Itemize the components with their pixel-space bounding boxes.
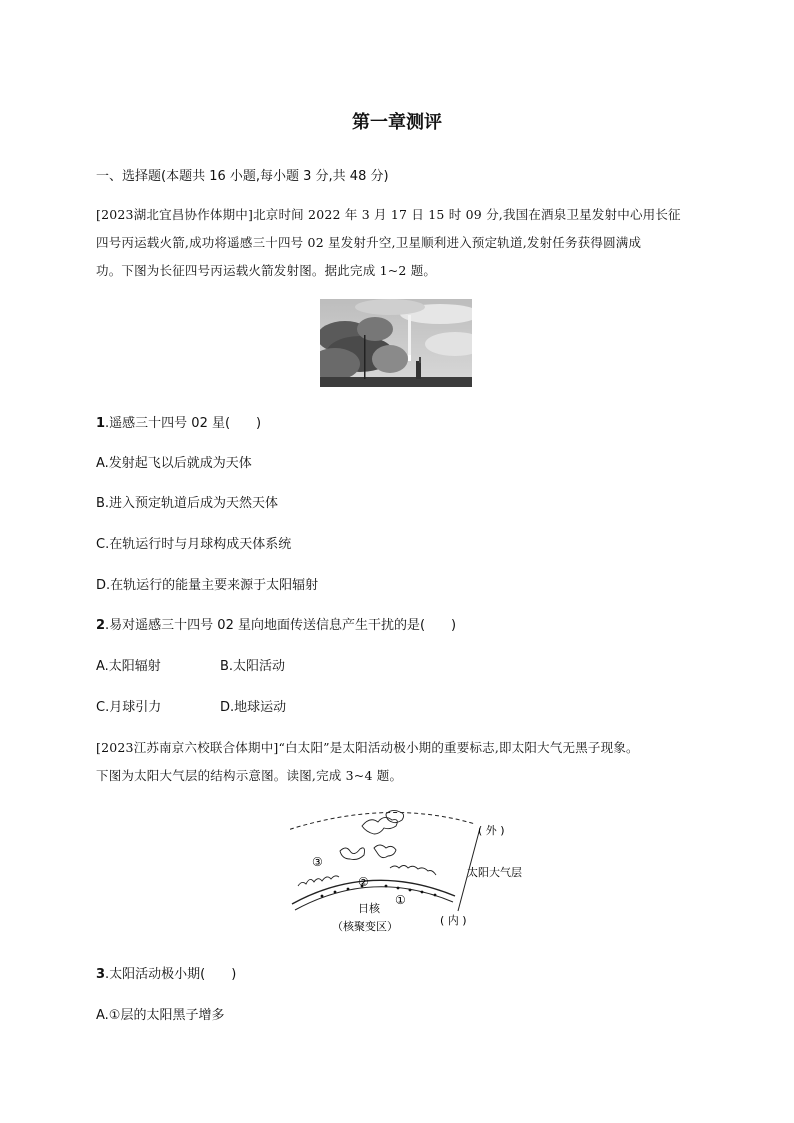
label-atmosphere: 太阳大气层 [467, 866, 522, 879]
intro1-line1: [2023湖北宜昌协作体期中]北京时间 2022 年 3 月 17 日 15 时 09 分,我国在酒泉卫星发射中心用长征 [96, 207, 681, 222]
marker-1: ① [395, 893, 406, 907]
q1-option-d[interactable]: D.在轨运行的能量主要来源于太阳辐射 [96, 578, 319, 593]
inner-arc-1 [292, 880, 455, 904]
question-3-number: 3 [96, 967, 106, 982]
section-heading: 一、选择题(本题共 16 小题,每小题 3 分,共 48 分) [96, 169, 389, 184]
label-outer: ( 外 ) [478, 824, 505, 837]
corona-prominences [340, 810, 404, 859]
solar-diagram-svg [290, 806, 540, 941]
marker-3: ③ [312, 855, 323, 869]
question-3-text: .太阳活动极小期( ) [105, 967, 237, 982]
q3-option-a[interactable]: A.①层的太阳黑子增多 [96, 1008, 225, 1023]
question-2-text: .易对遥感三十四号 02 星向地面传送信息产生干扰的是( ) [105, 618, 457, 633]
question-3-stem [96, 963, 236, 982]
question-1-stem [96, 412, 261, 431]
intro2-line2: 下图为太阳大气层的结构示意图。读图,完成 3~4 题。 [96, 768, 403, 783]
label-core-sub: （核聚变区） [332, 920, 398, 933]
q2-option-c[interactable]: C.月球引力 [96, 700, 162, 715]
marker-2: ② [358, 875, 369, 889]
intro1-line2: 四号丙运载火箭,成功将遥感三十四号 02 星发射升空,卫星顺利进入预定轨道,发射任务获得圆满成 [96, 235, 642, 250]
solar-atmosphere-diagram [290, 806, 540, 941]
outer-boundary [290, 812, 475, 836]
question-1-number: 1 [96, 416, 106, 431]
intro1-line3: 功。下图为长征四号丙运载火箭发射图。据此完成 1~2 题。 [96, 263, 437, 278]
q1-option-a[interactable]: A.发射起飞以后就成为天体 [96, 456, 252, 471]
q1-option-c[interactable]: C.在轨运行时与月球构成天体系统 [96, 537, 292, 552]
question-2-stem [96, 614, 456, 633]
q1-option-b[interactable]: B.进入预定轨道后成为天然天体 [96, 496, 279, 511]
question-1-text: .遥感三十四号 02 星( ) [105, 416, 262, 431]
rocket-launch-photo [320, 299, 472, 387]
q2-option-a[interactable]: A.太阳辐射 [96, 659, 161, 674]
label-inner: ( 内 ) [440, 914, 467, 927]
question-2-number: 2 [96, 618, 106, 633]
page-title: 第一章测评 [352, 112, 442, 133]
label-core: 日核 [358, 902, 380, 915]
q2-option-b[interactable]: B.太阳活动 [220, 659, 286, 674]
intro2-line1: [2023江苏南京六校联合体期中]“白太阳”是太阳活动极小期的重要标志,即太阳大气无黑子现象。 [96, 740, 639, 755]
q2-option-d[interactable]: D.地球运动 [220, 700, 287, 715]
